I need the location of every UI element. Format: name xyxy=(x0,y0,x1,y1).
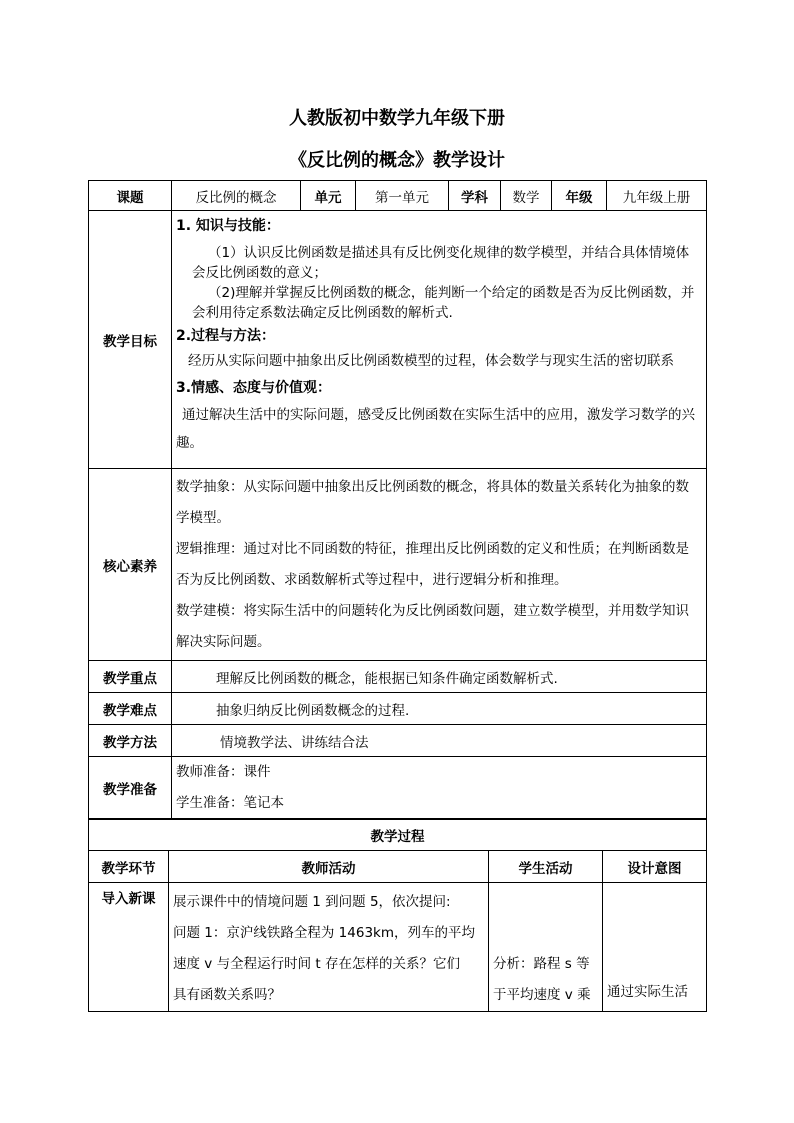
subject-value: 数学 xyxy=(501,181,552,211)
lesson-info-table xyxy=(88,180,707,820)
literacy-paragraph: 数学建模：将实际生活中的问题转化为反比例函数问题，建立数学模型，并用数学知识解决实际问题。 xyxy=(176,602,689,650)
objectives-row xyxy=(89,211,707,469)
grade-value: 九年级上册 xyxy=(607,181,707,211)
preparation-content xyxy=(172,757,707,820)
header-student-activity: 学生活动 xyxy=(489,851,603,883)
header-stage: 教学环节 xyxy=(89,851,169,883)
teacher-activity-cell xyxy=(169,883,489,1012)
literacy-label: 核心素养 xyxy=(89,469,172,661)
grade-label: 年级 xyxy=(552,181,607,211)
objective-section-title: 2.过程与方法： xyxy=(176,328,276,344)
info-row xyxy=(89,181,707,211)
topic-value: 反比例的概念 xyxy=(172,181,301,211)
objective-section-title: 1. 知识与技能： xyxy=(176,218,280,234)
literacy-content xyxy=(172,469,707,661)
teacher-activity-line: 问题 1：京沪线铁路全程为 1463km，列车的平均 xyxy=(173,925,475,941)
objective-paragraph: （2)理解并掌握反比例函数的概念，能判断一个给定的函数是否为反比例函数，并会利用待定系数法确定反比例函数的解析式. xyxy=(192,285,695,321)
topic-label: 课题 xyxy=(89,181,172,211)
literacy-paragraph: 逻辑推理：通过对比不同函数的特征，推理出反比例函数的定义和性质；在判断函数是否为反比例函数、求函数解析式等过程中，进行逻辑分析和推理。 xyxy=(176,540,689,588)
objectives-content xyxy=(172,211,707,469)
teacher-activity-line: 展示课件中的情境问题 1 到问题 5，依次提问: xyxy=(173,894,451,910)
preparation-label: 教学准备 xyxy=(89,757,172,820)
document-title: 人教版初中数学九年级下册 xyxy=(289,108,505,129)
difficulties-row xyxy=(89,693,707,725)
process-header-row xyxy=(89,851,707,883)
process-row xyxy=(89,883,707,1012)
document-subtitle: 《反比例的概念》教学设计 xyxy=(289,150,505,171)
key-points-label: 教学重点 xyxy=(89,661,172,693)
unit-value: 第一单元 xyxy=(356,181,449,211)
student-activity-line: 于平均速度 v 乘 xyxy=(493,987,591,1003)
student-preparation: 学生准备：笔记本 xyxy=(176,795,284,811)
preparation-row xyxy=(89,757,707,820)
teaching-process-table xyxy=(88,818,707,1012)
design-intent-line: 通过实际生活 xyxy=(607,984,688,1000)
process-title: 教学过程 xyxy=(89,819,707,851)
design-intent-cell xyxy=(603,883,707,1012)
literacy-paragraph: 数学抽象：从实际问题中抽象出反比例函数的概念，将具体的数量关系转化为抽象的数学模型。 xyxy=(176,478,689,526)
difficulties-value: 抽象归纳反比例函数概念的过程. xyxy=(172,693,707,725)
key-points-value: 理解反比例函数的概念，能根据已知条件确定函数解析式. xyxy=(172,661,707,693)
process-title-row xyxy=(89,819,707,851)
header-design-intent: 设计意图 xyxy=(603,851,707,883)
key-points-row xyxy=(89,661,707,693)
header-teacher-activity: 教师活动 xyxy=(169,851,489,883)
literacy-row xyxy=(89,469,707,661)
unit-label: 单元 xyxy=(301,181,356,211)
difficulties-label: 教学难点 xyxy=(89,693,172,725)
objectives-label: 教学目标 xyxy=(89,211,172,469)
methods-row xyxy=(89,725,707,757)
teacher-preparation: 教师准备：课件 xyxy=(176,764,271,780)
teacher-activity-line: 具有函数关系吗？ xyxy=(173,987,281,1003)
methods-label: 教学方法 xyxy=(89,725,172,757)
objective-section-title: 3.情感、态度与价值观： xyxy=(176,380,332,396)
subject-label: 学科 xyxy=(449,181,501,211)
student-activity-line: 分析：路程 s 等 xyxy=(493,956,590,972)
methods-value: 情境教学法、讲练结合法 xyxy=(172,725,707,757)
objective-paragraph: 经历从实际问题中抽象出反比例函数模型的过程，体会数学与现实生活的密切联系 xyxy=(188,353,674,369)
objective-paragraph: （1）认识反比例函数是描述具有反比例变化规律的数学模型，并结合具体情境体会反比例函数的意义； xyxy=(192,245,690,281)
objective-paragraph: 通过解决生活中的实际问题，感受反比例函数在实际生活中的应用，激发学习数学的兴趣。 xyxy=(176,407,695,451)
teacher-activity-line: 速度 v 与全程运行时间 t 存在怎样的关系？它们 xyxy=(173,956,460,972)
student-activity-cell xyxy=(489,883,603,1012)
stage-cell: 导入新课 xyxy=(89,883,169,1012)
